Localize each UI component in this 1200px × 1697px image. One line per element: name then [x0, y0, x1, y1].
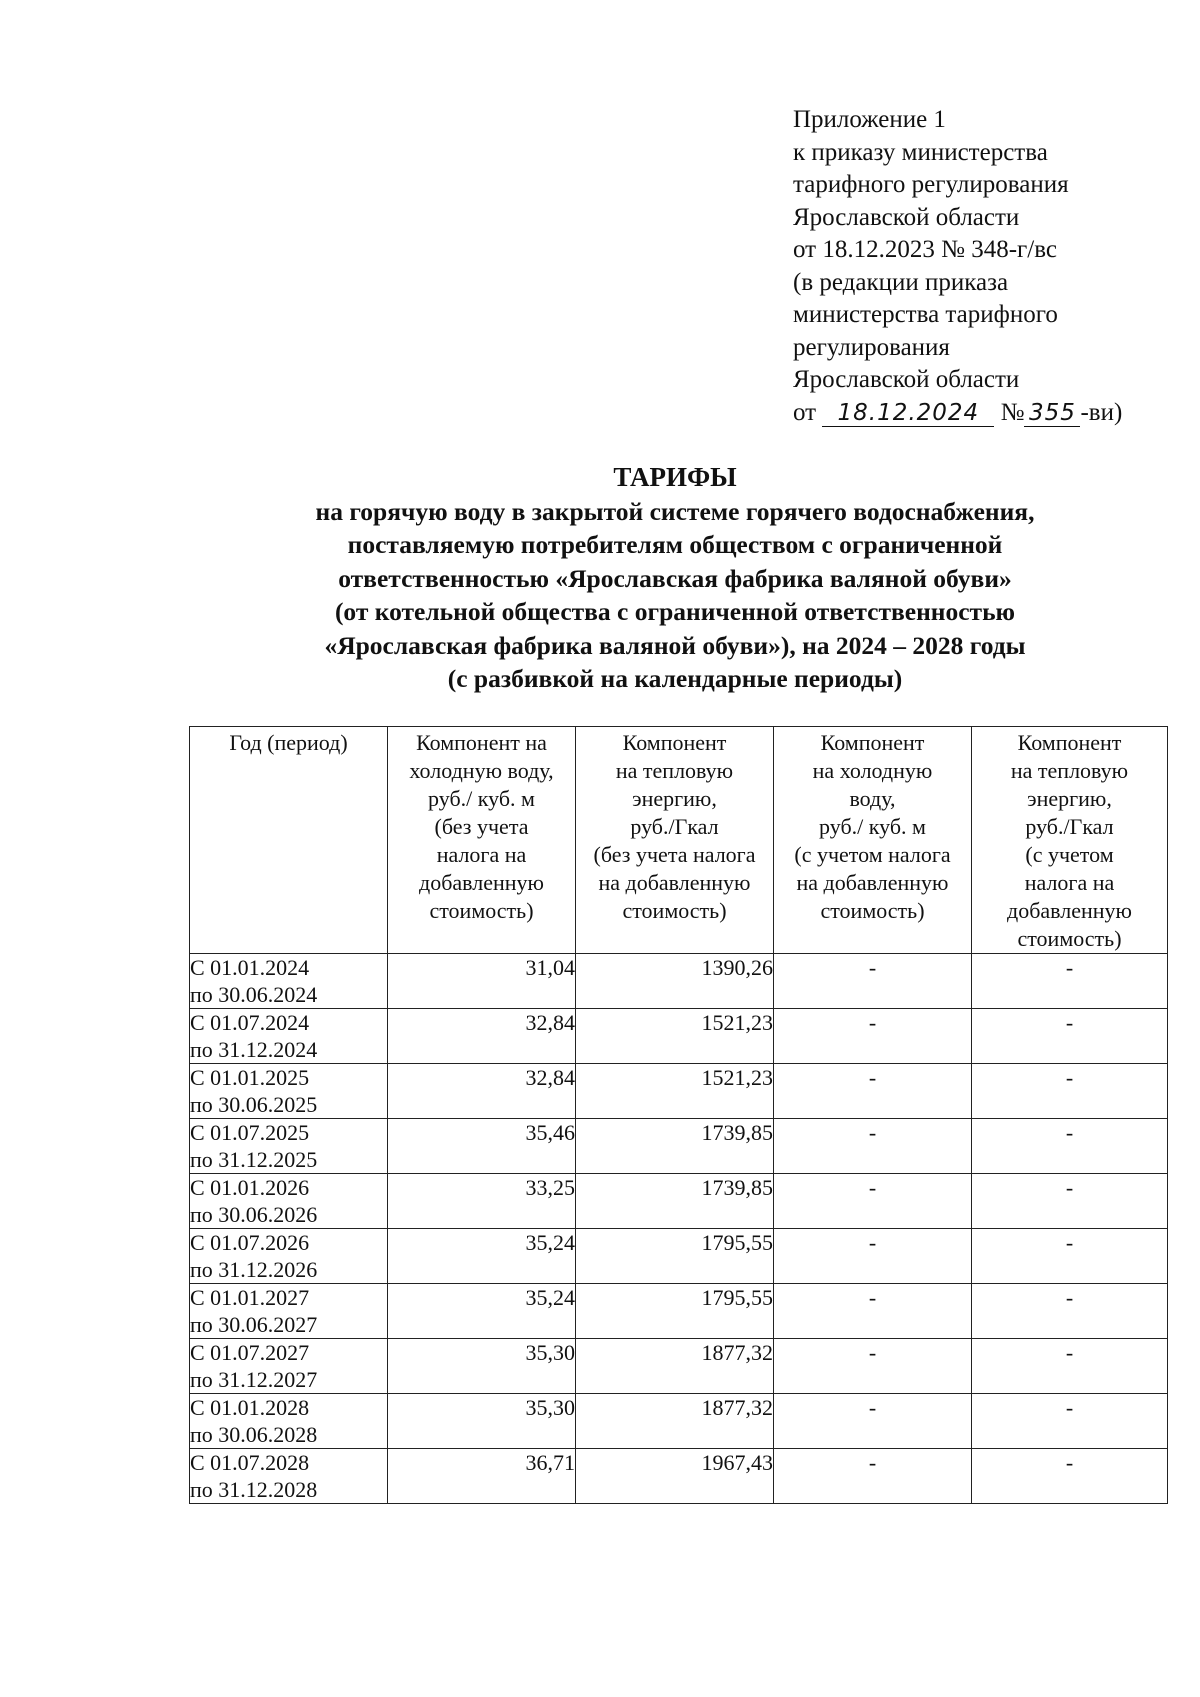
table-header-row — [190, 727, 1168, 954]
cold-water-cell: 35,46 — [388, 1119, 576, 1174]
header-line: руб./ куб. м — [428, 786, 535, 811]
header-line: Компонент — [1017, 730, 1122, 755]
cold-water-vat-cell: - — [774, 1174, 972, 1229]
period-cell — [190, 1284, 388, 1339]
heat-cell: 1739,85 — [576, 1174, 774, 1229]
heat-cell: 1877,32 — [576, 1394, 774, 1449]
title-line: поставляемую потребителям обществом с ограниченной — [347, 530, 1003, 559]
heat-cell: 1390,26 — [576, 954, 774, 1009]
period-from: С 01.01.2025 — [190, 1065, 310, 1090]
appendix-line: Ярославской области — [793, 366, 1020, 393]
header-line: руб./Гкал — [1025, 814, 1114, 839]
appendix-amendment-line — [793, 397, 1153, 430]
header-line: энергию, — [632, 786, 717, 811]
table-row — [190, 1339, 1168, 1394]
period-from: С 01.07.2027 — [190, 1340, 310, 1365]
period-from: С 01.01.2027 — [190, 1285, 310, 1310]
header-heat — [576, 727, 774, 954]
header-line: стоимость) — [622, 898, 727, 923]
cold-water-vat-cell: - — [774, 1284, 972, 1339]
header-line: на холодную — [812, 758, 933, 783]
cold-water-vat-cell: - — [774, 1064, 972, 1119]
heat-cell: 1795,55 — [576, 1229, 774, 1284]
appendix-line: тарифного регулирования — [793, 171, 1069, 198]
period-to: по 31.12.2028 — [190, 1477, 318, 1502]
cold-water-vat-cell: - — [774, 954, 972, 1009]
cold-water-vat-cell: - — [774, 1394, 972, 1449]
header-period — [190, 727, 388, 954]
header-line: налога на — [1024, 870, 1115, 895]
header-line: Компонент — [622, 730, 727, 755]
amendment-prefix: от — [793, 398, 817, 426]
header-line: (с учетом — [1025, 842, 1114, 867]
tariffs-table — [189, 726, 1168, 1504]
handwritten-number: 355 — [1024, 400, 1080, 427]
period-cell — [190, 1009, 388, 1064]
period-to: по 30.06.2025 — [190, 1092, 318, 1117]
header-heat-vat — [972, 727, 1168, 954]
cold-water-cell: 36,71 — [388, 1449, 576, 1504]
header-line: на добавленную — [598, 870, 751, 895]
heat-vat-cell: - — [972, 954, 1168, 1009]
title-line: (с разбивкой на календарные периоды) — [447, 664, 903, 693]
table-row — [190, 1449, 1168, 1504]
appendix-line: Приложение 1 — [793, 106, 946, 133]
table-row — [190, 954, 1168, 1009]
title-line: «Ярославская фабрика валяной обуви»), на 2024 – 2028 годы — [324, 630, 1026, 660]
header-line: холодную воду, — [409, 758, 554, 783]
heat-vat-cell: - — [972, 1394, 1168, 1449]
heat-vat-cell: - — [972, 1339, 1168, 1394]
appendix-line: Ярославской области — [793, 203, 1020, 231]
appendix-block — [793, 104, 1153, 429]
header-line: на тепловую — [615, 758, 734, 783]
table-row — [190, 1229, 1168, 1284]
period-to: по 31.12.2027 — [190, 1367, 318, 1392]
period-from: С 01.01.2028 — [190, 1395, 310, 1420]
period-to: по 30.06.2027 — [190, 1312, 318, 1337]
heat-vat-cell: - — [972, 1174, 1168, 1229]
header-line: Компонент — [820, 730, 925, 755]
header-line: (без учета — [434, 814, 529, 839]
table-row — [190, 1174, 1168, 1229]
header-line: на добавленную — [796, 870, 949, 895]
cold-water-cell: 35,24 — [388, 1229, 576, 1284]
header-line: руб./Гкал — [630, 814, 719, 839]
period-from: С 01.07.2028 — [190, 1450, 310, 1475]
table-row — [190, 1064, 1168, 1119]
table-row — [190, 1009, 1168, 1064]
table-row — [190, 1119, 1168, 1174]
cold-water-vat-cell: - — [774, 1229, 972, 1284]
header-line: добавленную — [419, 870, 544, 895]
period-to: по 31.12.2025 — [190, 1147, 318, 1172]
cold-water-vat-cell: - — [774, 1119, 972, 1174]
title-main: ТАРИФЫ — [613, 462, 737, 492]
header-line: Компонент на — [416, 730, 547, 755]
cold-water-cell: 35,24 — [388, 1284, 576, 1339]
header-line: энергию, — [1027, 786, 1112, 811]
cold-water-vat-cell: - — [774, 1449, 972, 1504]
period-to: по 30.06.2024 — [190, 982, 318, 1007]
cold-water-cell: 35,30 — [388, 1339, 576, 1394]
heat-vat-cell: - — [972, 1064, 1168, 1119]
header-line: добавленную — [1007, 898, 1132, 923]
heat-vat-cell: - — [972, 1449, 1168, 1504]
header-line: на тепловую — [1010, 758, 1129, 783]
cold-water-cell: 32,84 — [388, 1009, 576, 1064]
header-line: воду, — [849, 786, 896, 811]
period-cell — [190, 1174, 388, 1229]
title-line: ответственностью «Ярославская фабрика валяной обуви» — [338, 563, 1012, 593]
appendix-line: от 18.12.2023 № 348-г/вс — [793, 236, 1057, 263]
appendix-line: (в редакции приказа — [793, 268, 1009, 296]
table-row — [190, 1284, 1168, 1339]
header-line: руб./ куб. м — [819, 814, 926, 839]
period-to: по 30.06.2026 — [190, 1202, 318, 1227]
heat-cell: 1739,85 — [576, 1119, 774, 1174]
heat-cell: 1877,32 — [576, 1339, 774, 1394]
header-line: стоимость) — [1017, 926, 1122, 951]
heat-vat-cell: - — [972, 1229, 1168, 1284]
header-line: (с учетом налога — [794, 842, 951, 867]
appendix-line: регулирования — [793, 333, 950, 361]
period-cell — [190, 1119, 388, 1174]
cold-water-vat-cell: - — [774, 1009, 972, 1064]
header-cold-water — [388, 727, 576, 954]
number-prefix: № — [1000, 398, 1025, 426]
period-from: С 01.07.2025 — [190, 1120, 310, 1145]
period-to: по 31.12.2026 — [190, 1257, 318, 1282]
period-from: С 01.07.2026 — [190, 1230, 310, 1255]
period-from: С 01.01.2026 — [190, 1175, 310, 1200]
cold-water-vat-cell: - — [774, 1339, 972, 1394]
heat-vat-cell: - — [972, 1284, 1168, 1339]
header-line: Год (период) — [229, 730, 348, 755]
appendix-line: к приказу министерства — [793, 138, 1048, 166]
header-line: стоимость) — [820, 898, 925, 923]
period-to: по 31.12.2024 — [190, 1037, 318, 1062]
document-title — [200, 461, 1150, 696]
period-from: С 01.07.2024 — [190, 1010, 310, 1035]
appendix-line: министерства тарифного — [793, 301, 1058, 328]
cold-water-cell: 35,30 — [388, 1394, 576, 1449]
header-line: стоимость) — [429, 898, 534, 923]
period-from: С 01.01.2024 — [190, 955, 310, 980]
period-cell — [190, 1394, 388, 1449]
period-to: по 30.06.2028 — [190, 1422, 318, 1447]
heat-cell: 1967,43 — [576, 1449, 774, 1504]
period-cell — [190, 1339, 388, 1394]
cold-water-cell: 32,84 — [388, 1064, 576, 1119]
heat-vat-cell: - — [972, 1009, 1168, 1064]
heat-cell: 1521,23 — [576, 1064, 774, 1119]
cold-water-cell: 31,04 — [388, 954, 576, 1009]
heat-cell: 1521,23 — [576, 1009, 774, 1064]
heat-vat-cell: - — [972, 1119, 1168, 1174]
header-line: (без учета налога — [593, 842, 756, 867]
cold-water-cell: 33,25 — [388, 1174, 576, 1229]
header-line: налога на — [436, 842, 527, 867]
header-cold-water-vat — [774, 727, 972, 954]
amendment-suffix: -ви) — [1080, 398, 1123, 426]
period-cell — [190, 1229, 388, 1284]
heat-cell: 1795,55 — [576, 1284, 774, 1339]
table-row — [190, 1394, 1168, 1449]
period-cell — [190, 1449, 388, 1504]
period-cell — [190, 954, 388, 1009]
handwritten-date: 18.12.2024 — [822, 400, 994, 427]
title-line: на горячую воду в закрытой системе горячего водоснабжения, — [315, 496, 1035, 526]
period-cell — [190, 1064, 388, 1119]
title-line: (от котельной общества с ограниченной ответственностью — [334, 597, 1016, 626]
